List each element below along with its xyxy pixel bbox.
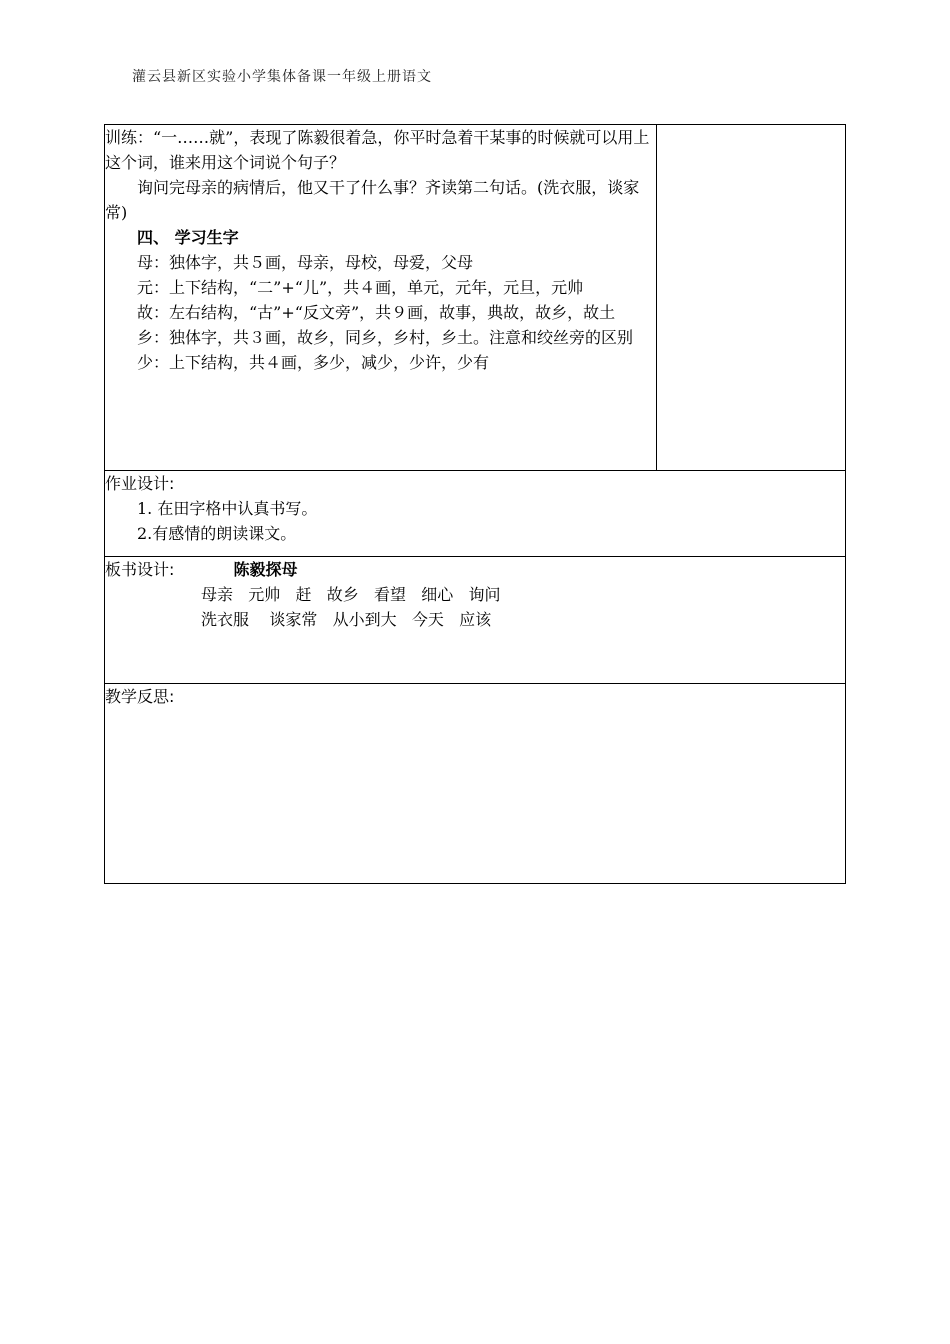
reflection-label: 教学反思: (105, 687, 175, 706)
reflection-row (105, 684, 846, 884)
board-cell (105, 557, 846, 684)
page-header: 灌云县新区实验小学集体备课一年级上册语文 (132, 69, 432, 85)
homework-row (105, 471, 846, 557)
char-item: 少：上下结构，共４画，多少，减少，少许，少有 (137, 353, 490, 372)
notes-cell (657, 125, 846, 471)
training-paragraph: 训练：“一……就”，表现了陈毅很着急，你平时急着干某事的时候就可以用上这个词，谁来用这个词说个句子？ (105, 128, 650, 172)
homework-item: 1. 在田字格中认真书写。 (137, 499, 318, 518)
lesson-plan-table (104, 124, 846, 884)
reflection-cell (105, 684, 846, 884)
board-line: 母亲 元帅 赶 故乡 看望 细心 询问 (201, 585, 501, 604)
board-title: 陈毅探母 (233, 560, 298, 579)
board-label: 板书设计: (105, 560, 175, 579)
homework-label: 作业设计: (105, 474, 175, 493)
board-row (105, 557, 846, 684)
char-item: 元：上下结构，“二”+“儿”，共４画，单元，元年，元旦，元帅 (137, 278, 584, 297)
char-item: 乡：独体字，共３画，故乡，同乡，乡村，乡土。注意和绞丝旁的区别 (137, 328, 634, 347)
content-row (105, 125, 846, 471)
homework-item: 2.有感情的朗读课文。 (137, 524, 297, 543)
content-cell (105, 125, 657, 471)
char-item: 母：独体字，共５画，母亲，母校，母爱，父母 (137, 253, 474, 272)
question-paragraph: 询问完母亲的病情后，他又干了什么事？齐读第二句话。(洗衣服，谈家常) (105, 178, 640, 222)
homework-cell (105, 471, 846, 557)
char-item: 故：左右结构，“古”+“反文旁”，共９画，故事，典故，故乡，故土 (137, 303, 616, 322)
section-heading: 四、 学习生字 (137, 228, 239, 247)
board-line: 洗衣服 谈家常 从小到大 今天 应该 (201, 610, 492, 629)
